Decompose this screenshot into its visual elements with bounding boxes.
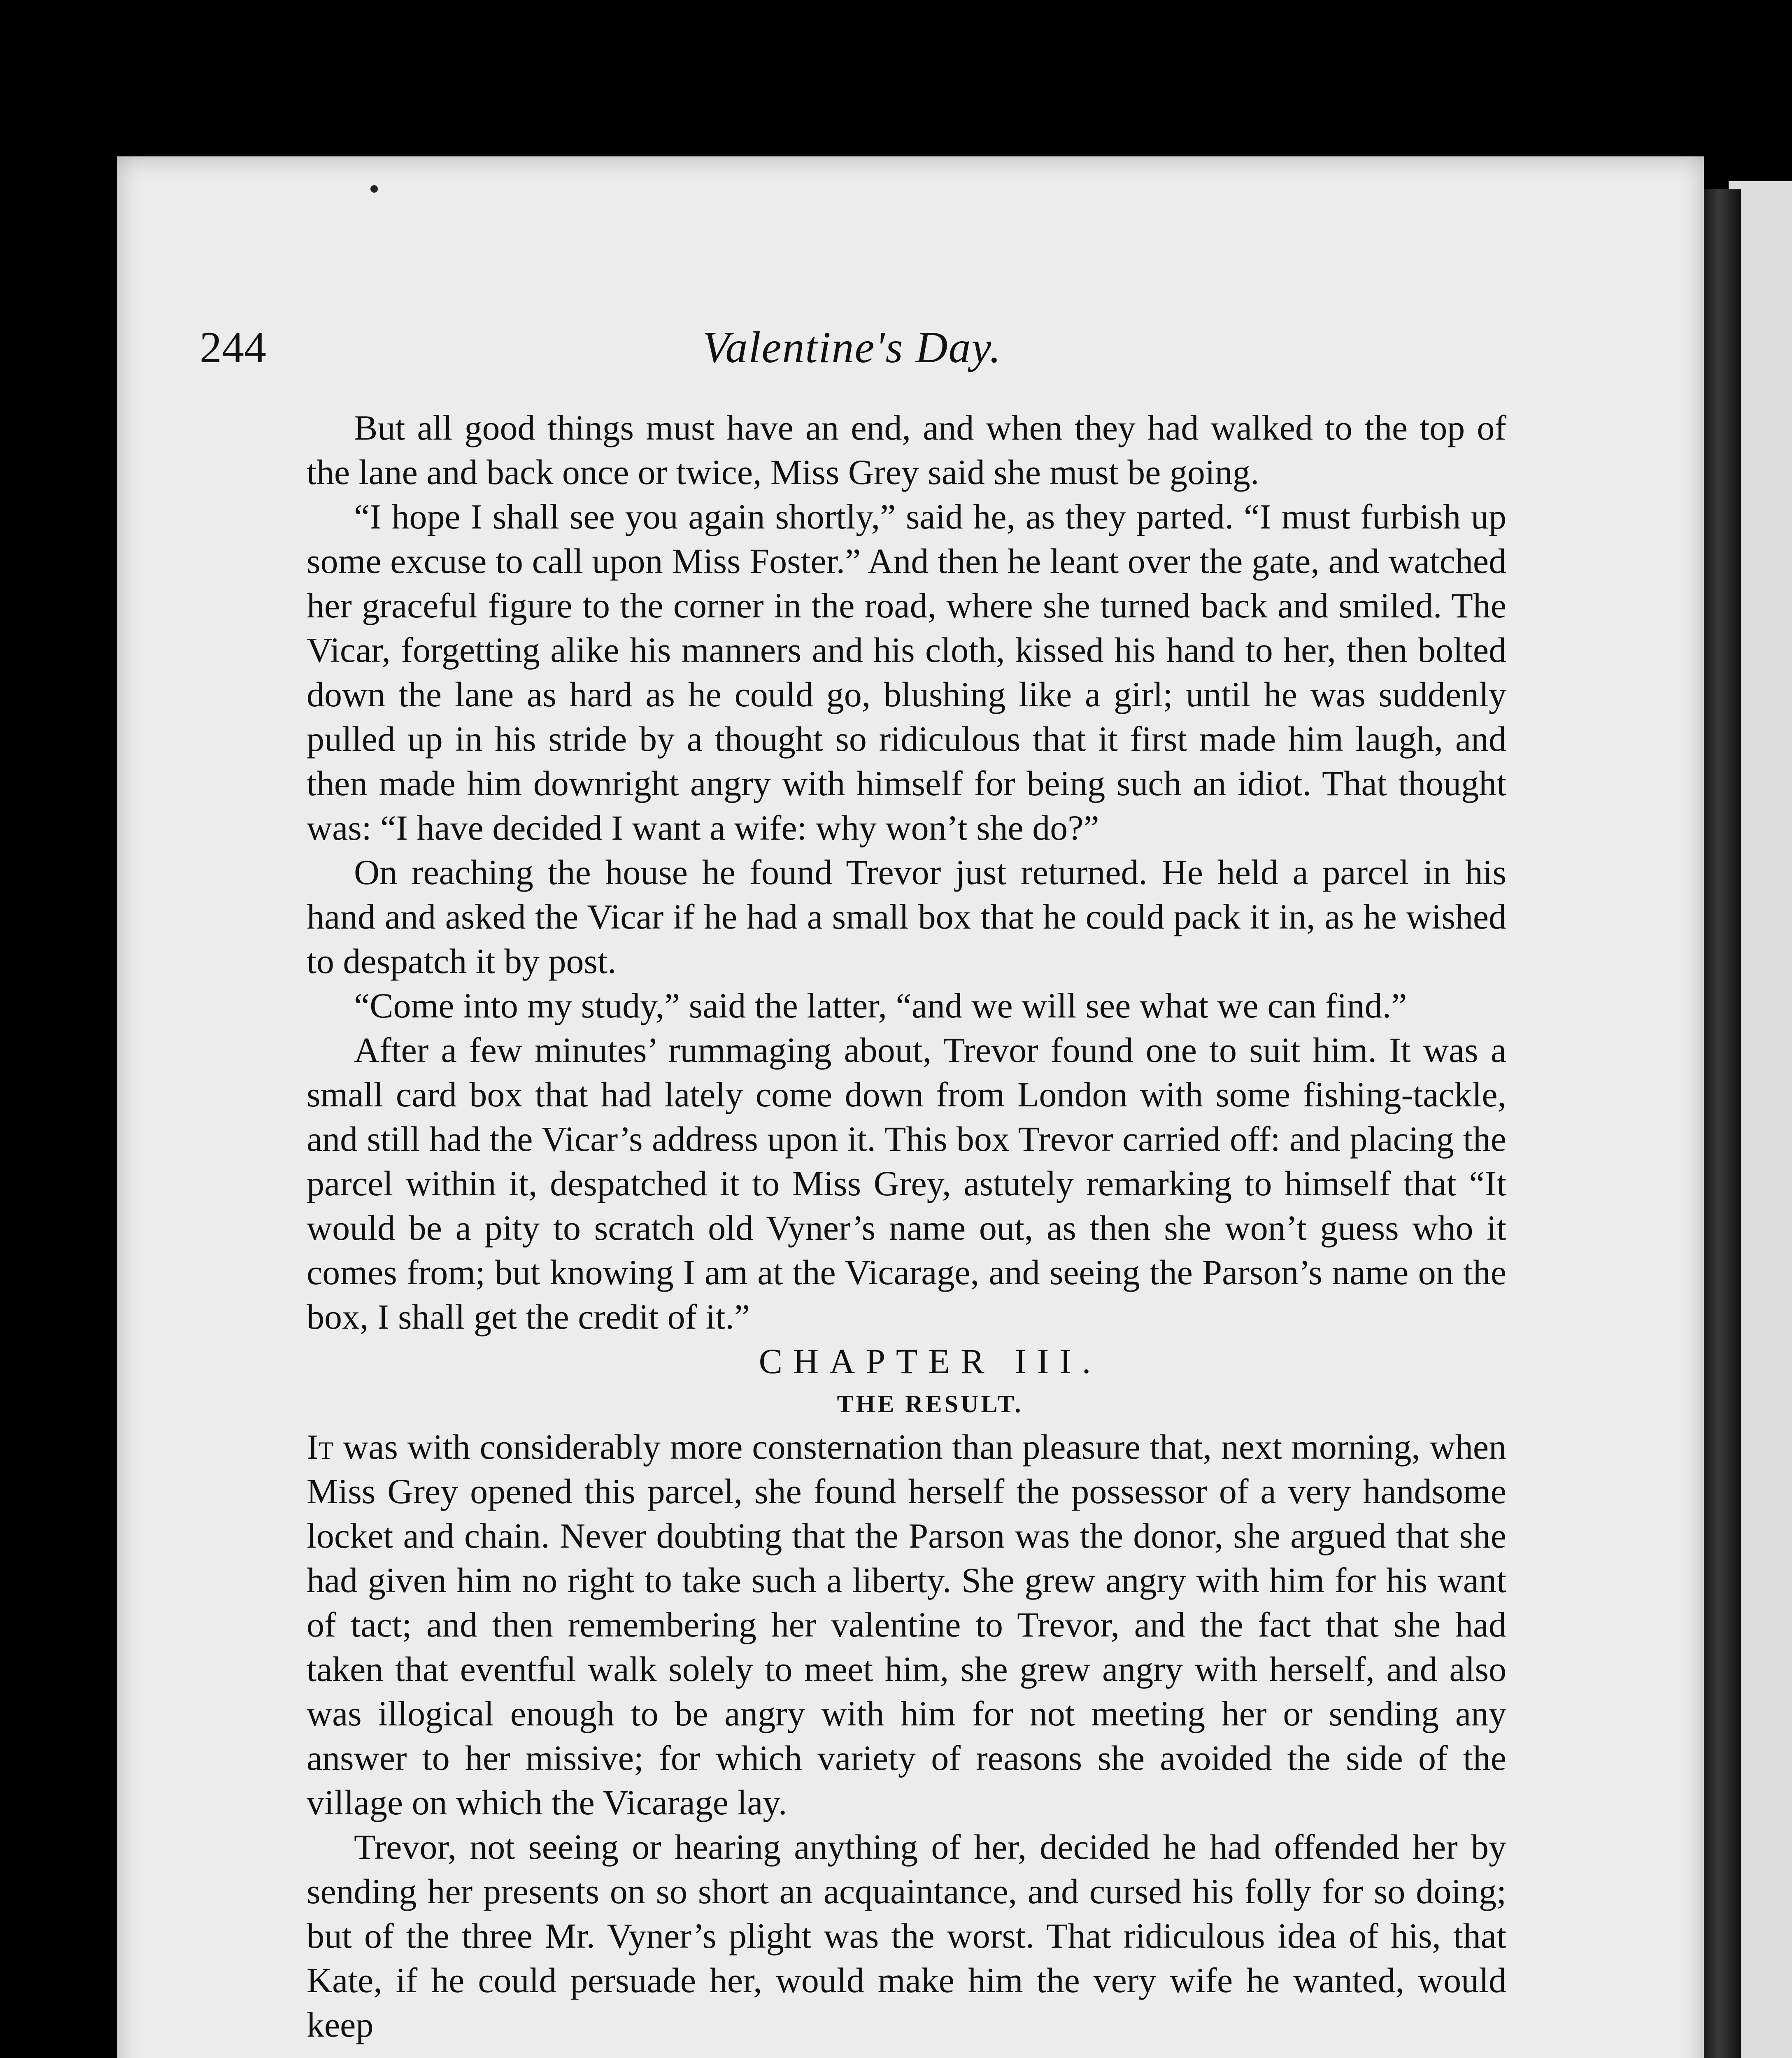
running-title: Valentine's Day. [702, 323, 1002, 372]
page-header [200, 317, 1504, 383]
speck-mark [370, 185, 378, 193]
paragraph: After a few minutes’ rummaging about, Trevor found one to suit him. It was a small card box that had lately come down from London with some fishing-tackle, and still had the Vicar’s address upon it. This box Trevor carried off: and placing the parcel within it, despatched it to Miss Grey, astutely remarking to himself that “It would be a pity to scratch old Vyner’s name out, as then she won’t guess who it comes from; but knowing I am at the Vicarage, and seeing the Parson’s name on the box, I shall get the credit of it.” [307, 1030, 1506, 1336]
chapter-subtitle: THE RESULT. [837, 1390, 1024, 1418]
paragraph: “Come into my study,” said the latter, “and we will see what we can find.” [354, 986, 1407, 1025]
paragraph: But all good things must have an end, and when they had walked to the top of the lane and back once or twice, Miss Grey said she must be going. [307, 408, 1506, 492]
paragraph: On reaching the house he found Trevor just returned. He held a parcel in his hand and asked the Vicar if he had a small box that he could pack it in, as he wished to despatch it by post. [307, 852, 1506, 981]
page-body [307, 405, 1506, 2047]
paragraph: “I hope I shall see you again shortly,” said he, as they parted. “I must furbish up some excuse to call upon Miss Foster.” And then he leant over the gate, and watched her graceful figure to the corner in the road, where she turned back and smiled. The Vicar, forgetting alike his manners and his cloth, kissed his hand to her, then bolted down the lane as hard as he could go, blushing like a girl; until he was suddenly pulled up in his stride by a thought so ridiculous that it first made him laugh, and then made him downright angry with himself for being such an idiot. That thought was: “I have decided I want a wife: why won’t she do?” [307, 497, 1506, 847]
small-caps-lead: It [307, 1427, 334, 1467]
chapter-heading: CHAPTER III. [759, 1341, 1102, 1381]
chapter-first-paragraph [307, 1425, 1506, 1825]
page-gutter-shadow [1704, 189, 1741, 2058]
paragraph-text: was with considerably more consternation than pleasure that, next morning, when Miss Grey opened this parcel, she found herself the possessor of a very handsome locket and chain. Never doubting that the Parson was the donor, she argued that she had given him no right to take such a liberty. She grew angry with him for his want of tact; and then remembering her valentine to Trevor, and the fact that she had taken that eventful walk solely to meet him, she grew angry with herself, and also was illogical enough to be angry with him for not meeting her or sending any answer to her missive; for which variety of reasons she avoided the side of the village on which the Vicarage lay. [307, 1427, 1506, 1822]
page-number: 244 [200, 323, 266, 372]
paragraph: Trevor, not seeing or hearing anything of her, decided he had offended her by sending her presents on so short an acquaintance, and cursed his folly for so doing; but of the three Mr. Vyner’s plight was the worst. That ridiculous idea of his, that Kate, if he could persuade her, would make him the very wife he wanted, would keep [307, 1827, 1506, 2044]
